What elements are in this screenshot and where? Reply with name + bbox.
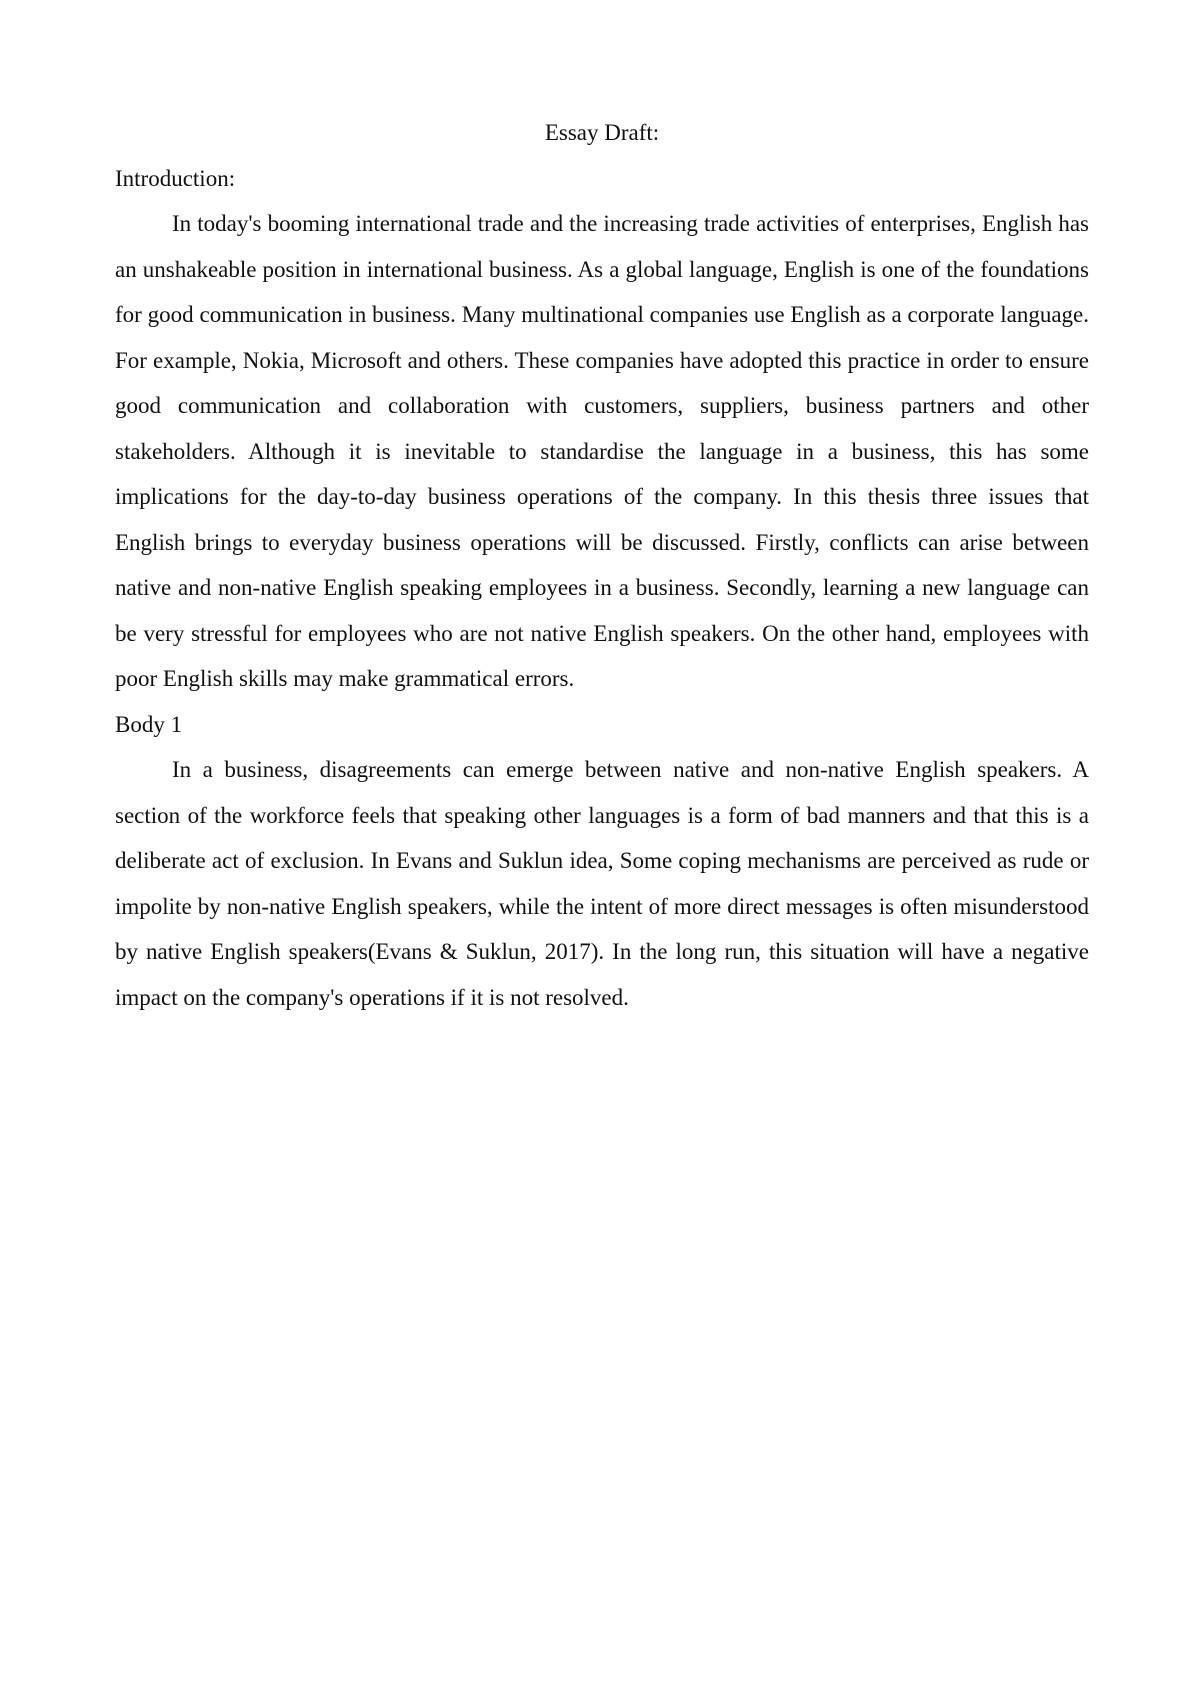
document-body: [115, 110, 1089, 1020]
body-1-section: [115, 702, 1089, 1021]
document-title: Essay Draft:: [544, 120, 660, 145]
introduction-section: [115, 156, 1089, 702]
introduction-paragraph: In today's booming international trade and the increasing trade activities of enterprises, English has an unshakeable position in international business. As a global language, English is one of the foundations for good communication in business. Many multinational companies use English as a corporate language. For example, Nokia, Microsoft and others. These companies have adopted this practice in order to ensure good communication and collaboration with customers, suppliers, business partners and other stakeholders. Although it is inevitable to standardise the language in a business, this has some implications for the day-to-day business operations of the company. In this thesis three issues that English brings to everyday business operations will be discussed. Firstly, conflicts can arise between native and non-native English speaking employees in a business. Secondly, learning a new language can be very stressful for employees who are not native English speakers. On the other hand, employees with poor English skills may make grammatical errors.: [115, 211, 1089, 691]
body-1-heading: Body 1: [115, 711, 183, 737]
body-1-paragraph: In a business, disagreements can emerge between native and non-native English speakers. A section of the workforce feels that speaking other languages is a form of bad manners and that this is a deliberate act of exclusion. In Evans and Suklun idea, Some coping mechanisms are perceived as rude or impolite by non-native English speakers, while the intent of more direct messages is often misunderstood by native English speakers(Evans & Suklun, 2017). In the long run, this situation will have a negative impact on the company's operations if it is not resolved.: [115, 757, 1089, 1010]
introduction-heading: Introduction:: [115, 165, 236, 191]
